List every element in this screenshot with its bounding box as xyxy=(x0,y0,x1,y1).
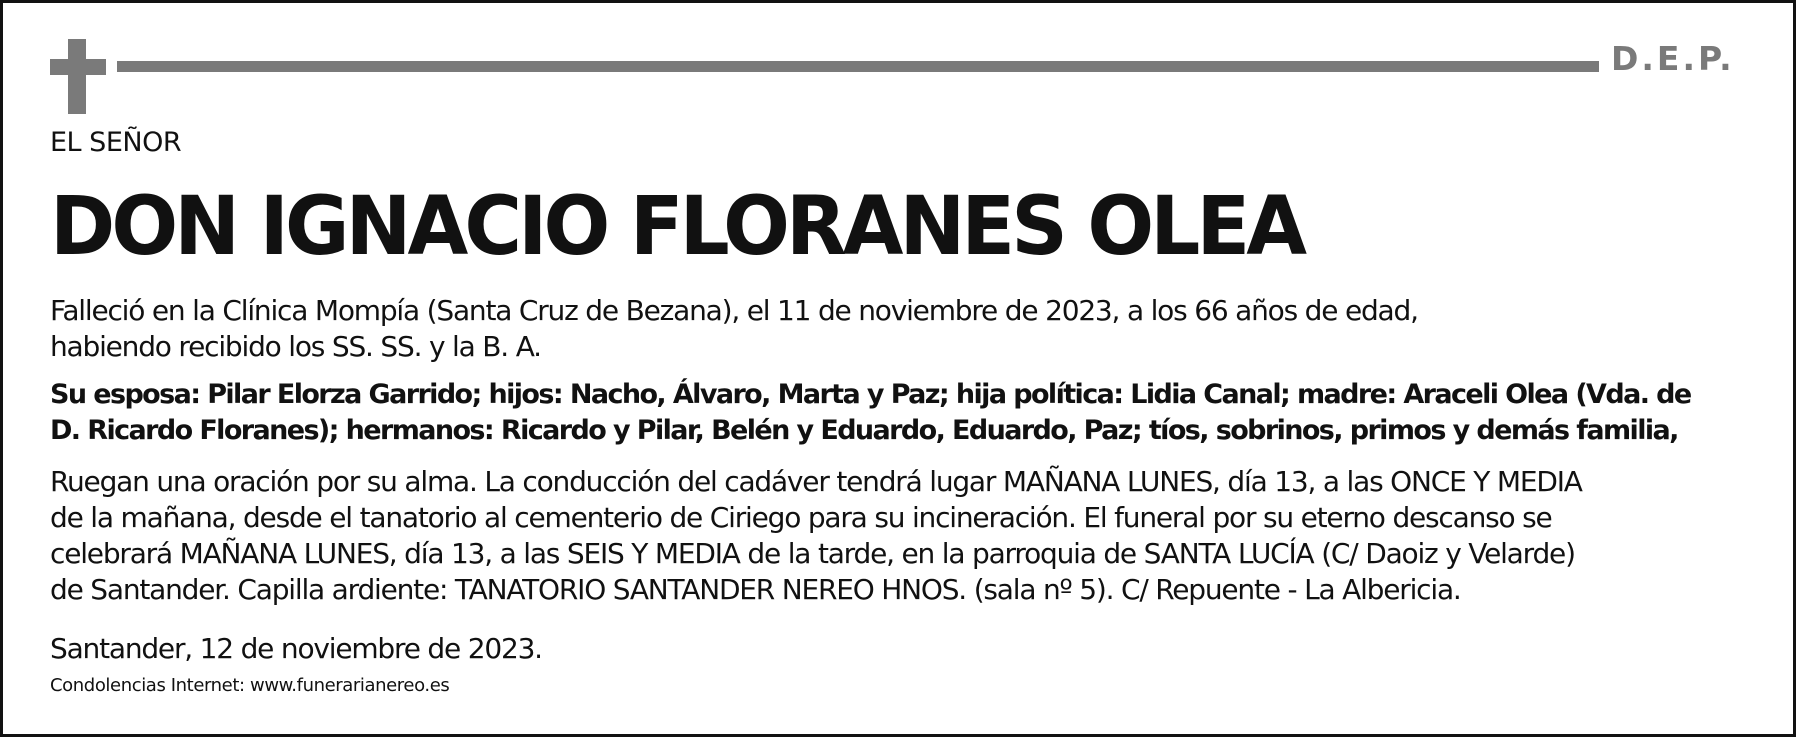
service-line: Ruegan una oración por su alma. La conducción del cadáver tendrá lugar MAÑANA LUNES, día 13, a las ONCE Y MEDIA xyxy=(50,465,1582,498)
service-details xyxy=(50,464,1582,608)
cross-vertical-bar xyxy=(68,39,86,114)
cross-horizontal-bar xyxy=(50,59,106,75)
family-members xyxy=(50,377,1691,449)
dep-label: D.E.P. xyxy=(1611,39,1735,78)
family-line: Su esposa: Pilar Elorza Garrido; hijos: Nacho, Álvaro, Marta y Paz; hija política: Lidia Canal; madre: Araceli Olea (Vda. de xyxy=(50,379,1691,410)
place-date: Santander, 12 de noviembre de 2023. xyxy=(50,632,542,665)
family-line: D. Ricardo Floranes); hermanos: Ricardo y Pilar, Belén y Eduardo, Eduardo, Paz; tíos, sobrinos, primos y demás familia, xyxy=(50,415,1678,446)
service-line: celebrará MAÑANA LUNES, día 13, a las SEIS Y MEDIA de la tarde, en la parroquia de SANTA LUCÍA (C/ Daoiz y Velarde) xyxy=(50,537,1575,570)
service-line: de Santander. Capilla ardiente: TANATORIO SANTANDER NEREO HNOS. (sala nº 5). C/ Repuente - La Albericia. xyxy=(50,573,1461,606)
service-line: de la mañana, desde el tanatorio al cementerio de Ciriego para su incineración. El funeral por su eterno descanso se xyxy=(50,501,1552,534)
deceased-name: DON IGNACIO FLORANES OLEA xyxy=(50,180,1304,274)
death-notice-line: habiendo recibido los SS. SS. y la B. A. xyxy=(50,330,541,363)
header-rule xyxy=(117,61,1599,72)
death-notice xyxy=(50,293,1418,365)
honorific: EL SEÑOR xyxy=(50,127,182,158)
condolences-link[interactable]: Condolencias Internet: www.funerarianereo.es xyxy=(50,675,450,696)
cross-icon xyxy=(50,39,106,114)
death-notice-line: Falleció en la Clínica Mompía (Santa Cruz de Bezana), el 11 de noviembre de 2023, a los 66 años de edad, xyxy=(50,294,1418,327)
